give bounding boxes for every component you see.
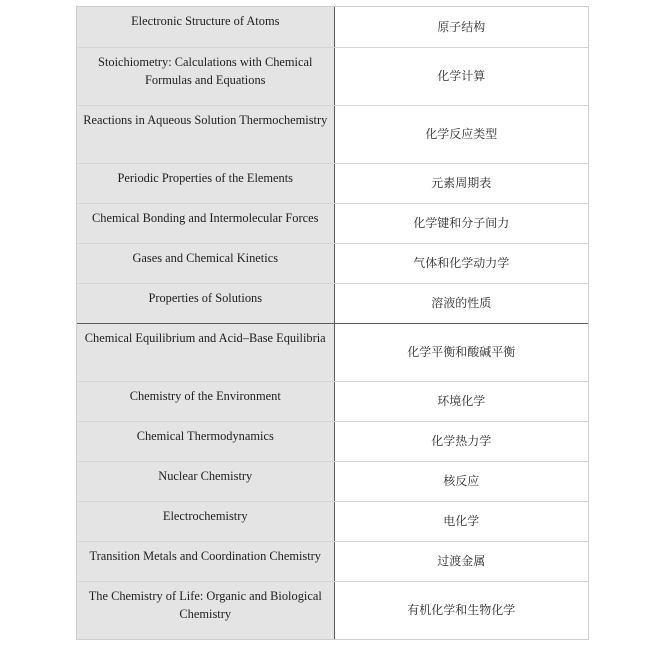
chinese-topic-cell: 电化学 (334, 501, 588, 541)
english-topic-cell: The Chemistry of Life: Organic and Biological Chemistry (77, 581, 334, 639)
table-row (77, 421, 588, 461)
english-topic-cell: Chemical Bonding and Intermolecular Forces (77, 203, 334, 243)
english-topic-cell: Electronic Structure of Atoms (77, 7, 334, 47)
topics-table-container (76, 6, 589, 640)
english-topic-cell: Periodic Properties of the Elements (77, 163, 334, 203)
chemistry-topics-table (77, 7, 588, 639)
table-row (77, 461, 588, 501)
english-topic-cell: Transition Metals and Coordination Chemistry (77, 541, 334, 581)
table-row (77, 7, 588, 47)
chinese-topic-cell: 环境化学 (334, 381, 588, 421)
english-topic-cell: Gases and Chemical Kinetics (77, 243, 334, 283)
chinese-topic-cell: 原子结构 (334, 7, 588, 47)
english-topic-cell: Properties of Solutions (77, 283, 334, 323)
english-topic-cell: Nuclear Chemistry (77, 461, 334, 501)
chinese-topic-cell: 化学键和分子间力 (334, 203, 588, 243)
chinese-topic-cell: 核反应 (334, 461, 588, 501)
chinese-topic-cell: 化学反应类型 (334, 105, 588, 163)
chinese-topic-cell: 化学热力学 (334, 421, 588, 461)
table-row (77, 381, 588, 421)
chinese-topic-cell: 化学平衡和酸碱平衡 (334, 323, 588, 381)
table-row (77, 203, 588, 243)
table-row (77, 501, 588, 541)
table-row (77, 105, 588, 163)
english-topic-cell: Reactions in Aqueous Solution Thermochemistry (77, 105, 334, 163)
table-row (77, 163, 588, 203)
table-row (77, 323, 588, 381)
chinese-topic-cell: 气体和化学动力学 (334, 243, 588, 283)
chinese-topic-cell: 有机化学和生物化学 (334, 581, 588, 639)
table-row (77, 47, 588, 105)
english-topic-cell: Chemical Equilibrium and Acid–Base Equilibria (77, 323, 334, 381)
table-row (77, 283, 588, 323)
english-topic-cell: Stoichiometry: Calculations with Chemical Formulas and Equations (77, 47, 334, 105)
english-topic-cell: Chemical Thermodynamics (77, 421, 334, 461)
english-topic-cell: Chemistry of the Environment (77, 381, 334, 421)
table-row (77, 243, 588, 283)
chinese-topic-cell: 过渡金属 (334, 541, 588, 581)
table-row (77, 581, 588, 639)
chinese-topic-cell: 溶液的性质 (334, 283, 588, 323)
chinese-topic-cell: 化学计算 (334, 47, 588, 105)
table-row (77, 541, 588, 581)
chinese-topic-cell: 元素周期表 (334, 163, 588, 203)
english-topic-cell: Electrochemistry (77, 501, 334, 541)
